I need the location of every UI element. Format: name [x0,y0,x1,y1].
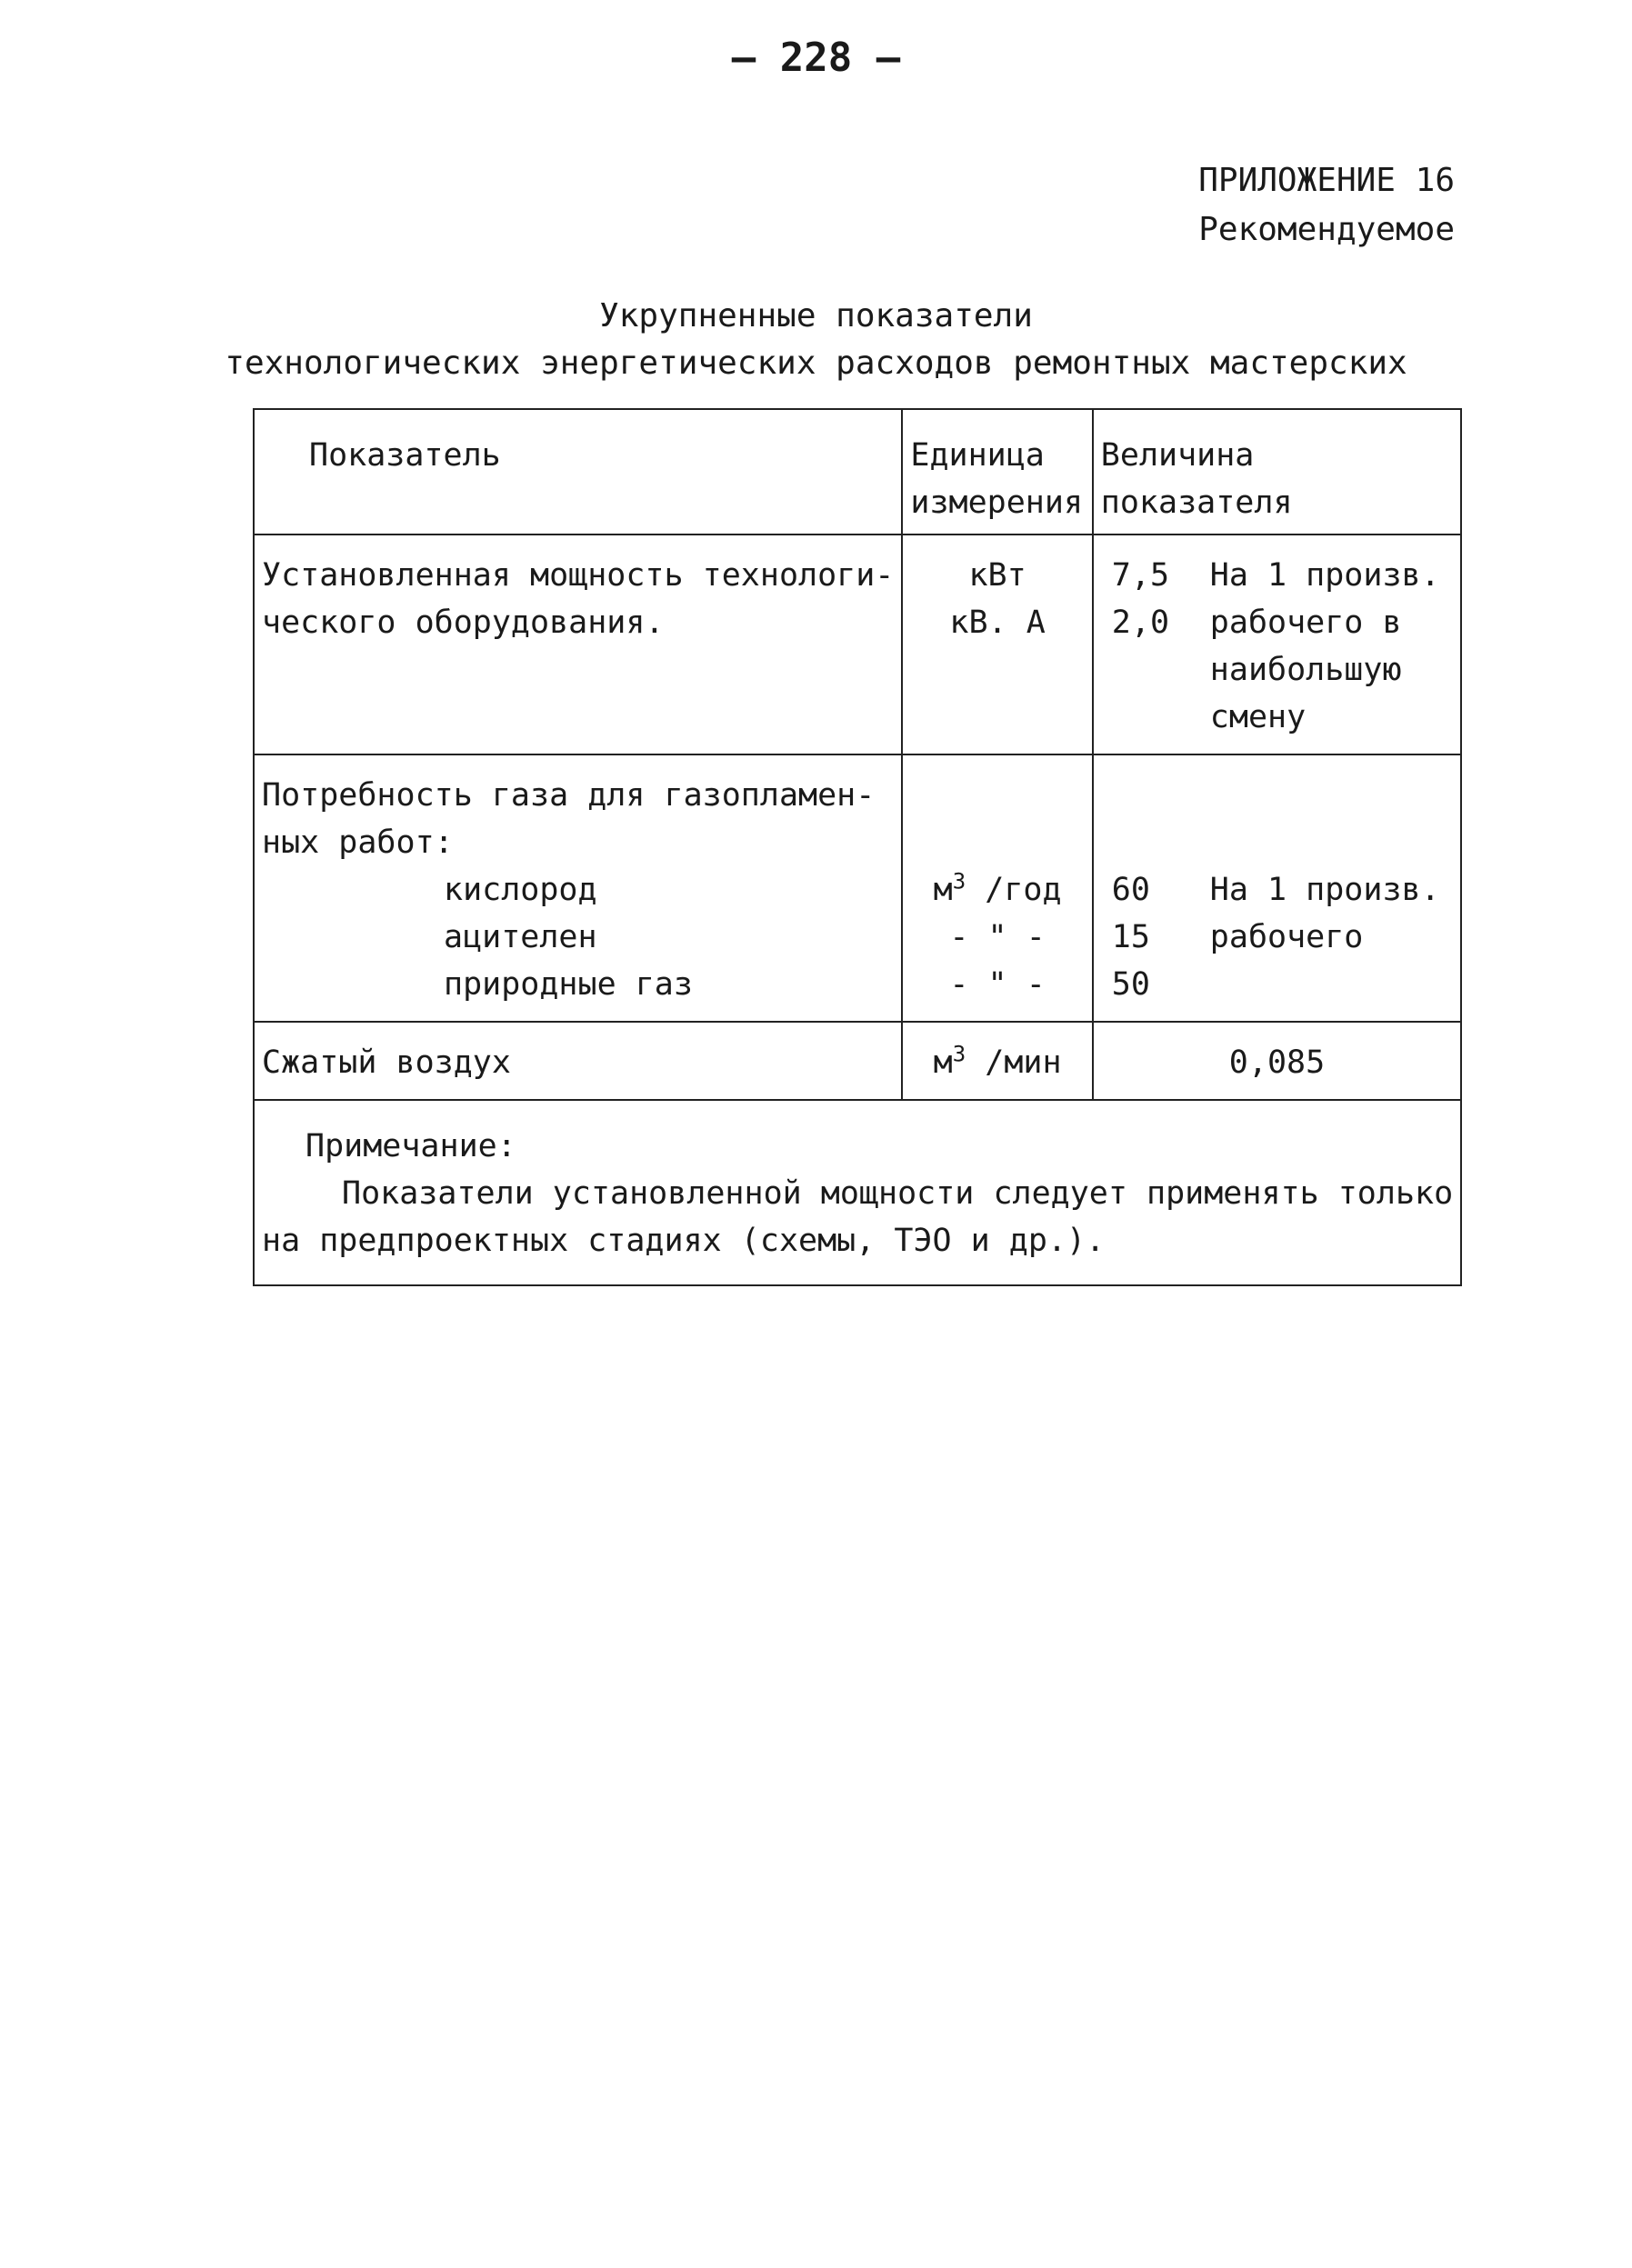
cell-unit: $м^3$ /мин [902,1022,1092,1100]
indicators-table [253,408,1462,1286]
header-indicator: Показатель [254,409,902,535]
appendix-label: ПРИЛОЖЕНИЕ 16 [1198,162,1455,199]
cell-value: 0,085 [1093,1022,1461,1100]
cell-value: 7,5 2,0 На 1 произв. рабочего в наибольшую смену [1093,535,1461,754]
title-line-2: технологических энергетических расходов ремонтных мастерских [225,345,1407,382]
header-value: Величина показателя [1093,409,1461,535]
table-note [254,1100,1461,1285]
page-number: – 228 – [731,35,901,81]
table-row [254,1022,1461,1100]
note-heading: Примечание: [305,1128,516,1164]
title-line-1: Укрупненные показатели [599,297,1033,335]
cell-indicator: Установленная мощность технологи- ческого оборудования. [254,535,902,754]
appendix-status: Рекомендуемое [1198,211,1455,248]
note-line-1: Показатели установленной мощности следует применять только [342,1175,1454,1212]
header-unit: Единица измерения [902,409,1092,535]
appendix-block [1198,156,1455,255]
table-note-row [254,1100,1461,1285]
cell-value: 60 15 50 На 1 произв. рабочего [1093,754,1461,1022]
sub-item: природные газ [444,966,693,1003]
cell-indicator: Сжатый воздух [254,1022,902,1100]
table-header-row [254,409,1461,535]
sub-item: кислород [444,872,597,908]
sub-item: ацителен [444,919,597,955]
cell-unit: $м^3$ /год - " - - " - [902,754,1092,1022]
table-row [254,754,1461,1022]
cell-indicator: Потребность газа для газопламен- ных работ: кислород ацителен природные газ [254,754,902,1022]
cell-unit: кВт кВ. А [902,535,1092,754]
document-title [0,293,1632,387]
table-row [254,535,1461,754]
note-line-2: на предпроектных стадиях (схемы, ТЭО и др.). [262,1223,1106,1259]
